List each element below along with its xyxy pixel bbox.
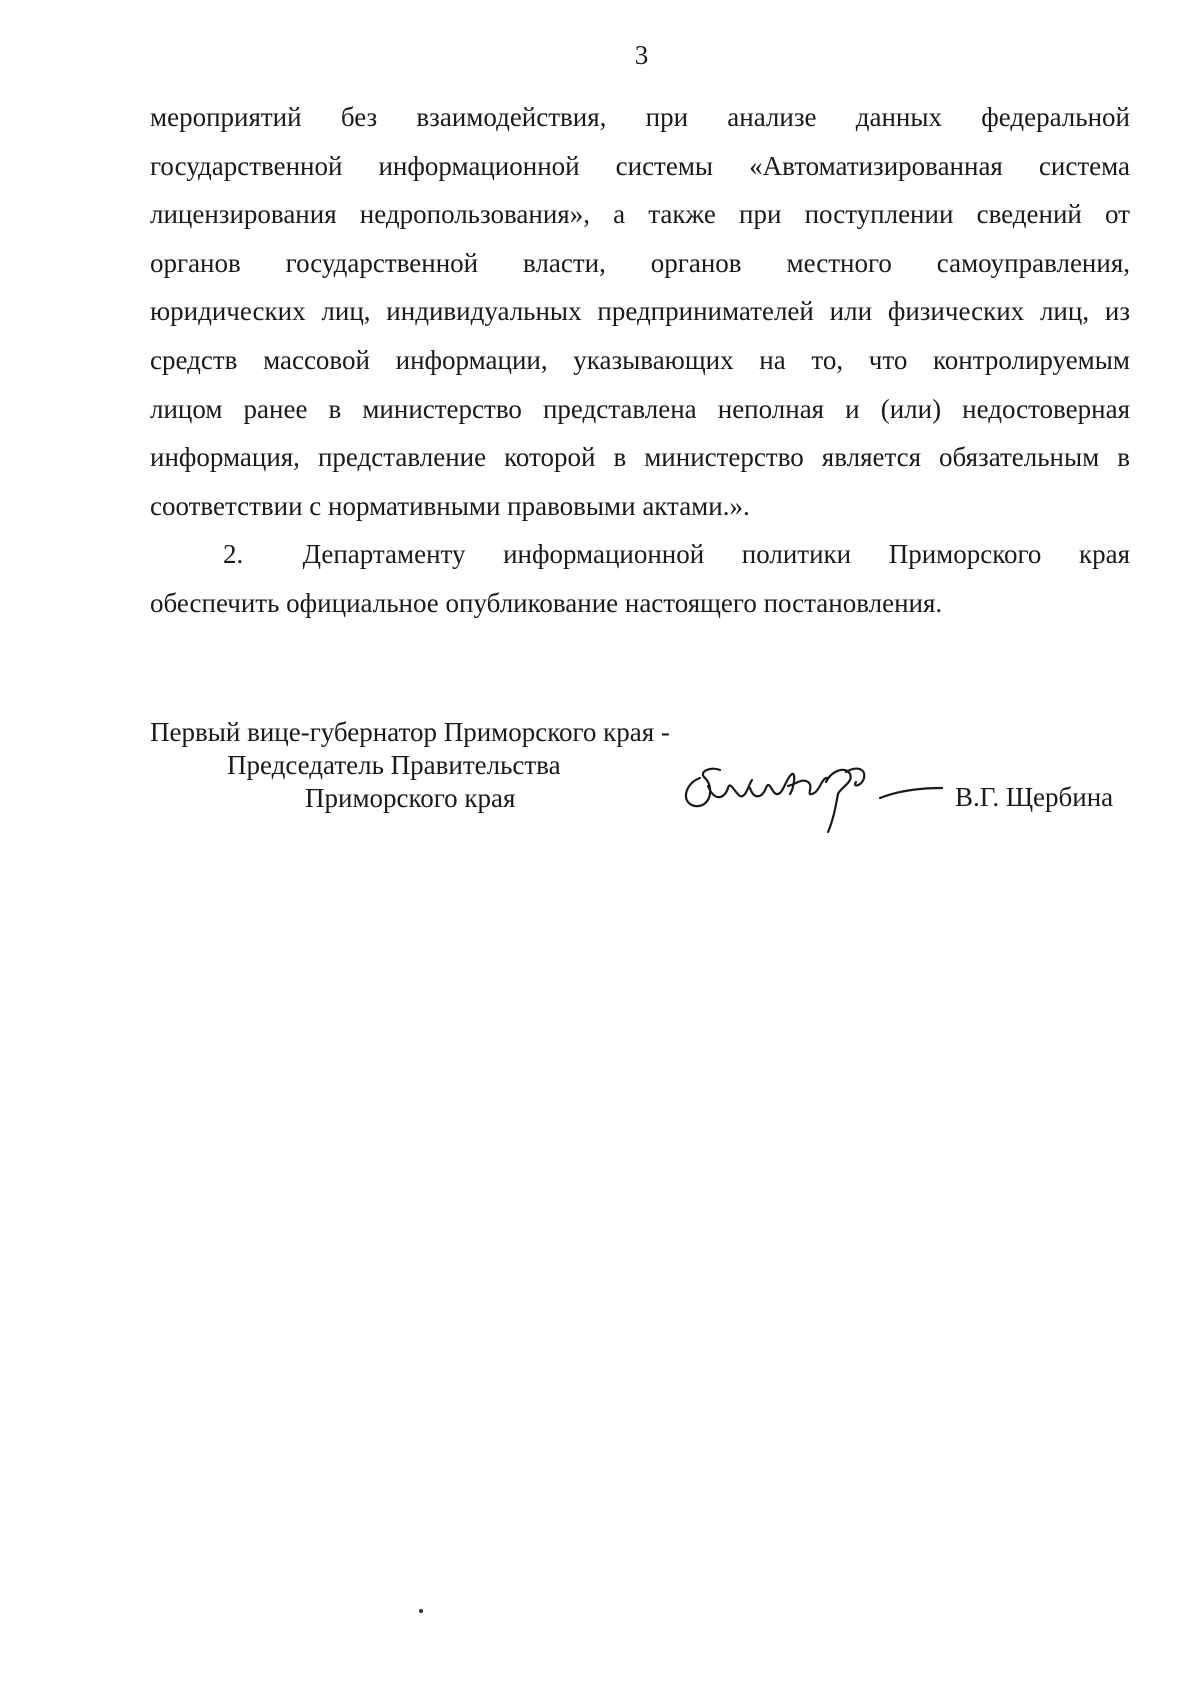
text-line: средств массовой информации, указывающих на то, что контролируемым [150, 344, 1130, 375]
text-line: государственной информационной системы «Автоматизированная система [150, 150, 1130, 181]
text-line: органов государственной власти, органов местного самоуправления, [150, 247, 1130, 278]
text-line: юридических лиц, индивидуальных предпринимателей или физических лиц, из [150, 296, 1130, 327]
handwritten-signature [680, 748, 950, 838]
text-line: мероприятий без взаимодействия, при анализе данных федеральной [150, 102, 1130, 132]
text-line [150, 530, 1130, 579]
item-text: Департаменту информационной политики Приморского края [302, 539, 1130, 570]
text-line: соответствии с нормативными правовыми актами.». [150, 490, 750, 521]
signatory-position [150, 716, 670, 815]
text-line: лицензирования недропользования», а также при поступлении сведений от [150, 199, 1130, 230]
scan-speck [419, 1609, 423, 1613]
position-line: Первый вице-губернатор Приморского края - [150, 717, 670, 747]
paragraph-item-2 [150, 530, 1130, 627]
item-number: 2. [223, 539, 244, 570]
text-line: обеспечить официальное опубликование настоящего постановления. [150, 587, 943, 618]
text-line: информация, представление которой в министерство является обязательным в [150, 442, 1130, 473]
paragraph-continuation [150, 93, 1130, 530]
page-number: 3 [634, 40, 649, 70]
text-line: лицом ранее в министерство представлена неполная и (или) недостоверная [150, 393, 1130, 424]
document-body [150, 93, 1130, 628]
position-line: Председатель Правительства [227, 750, 561, 780]
signer-name: В.Г. Щербина [955, 782, 1114, 812]
position-line: Приморского края [305, 783, 516, 813]
